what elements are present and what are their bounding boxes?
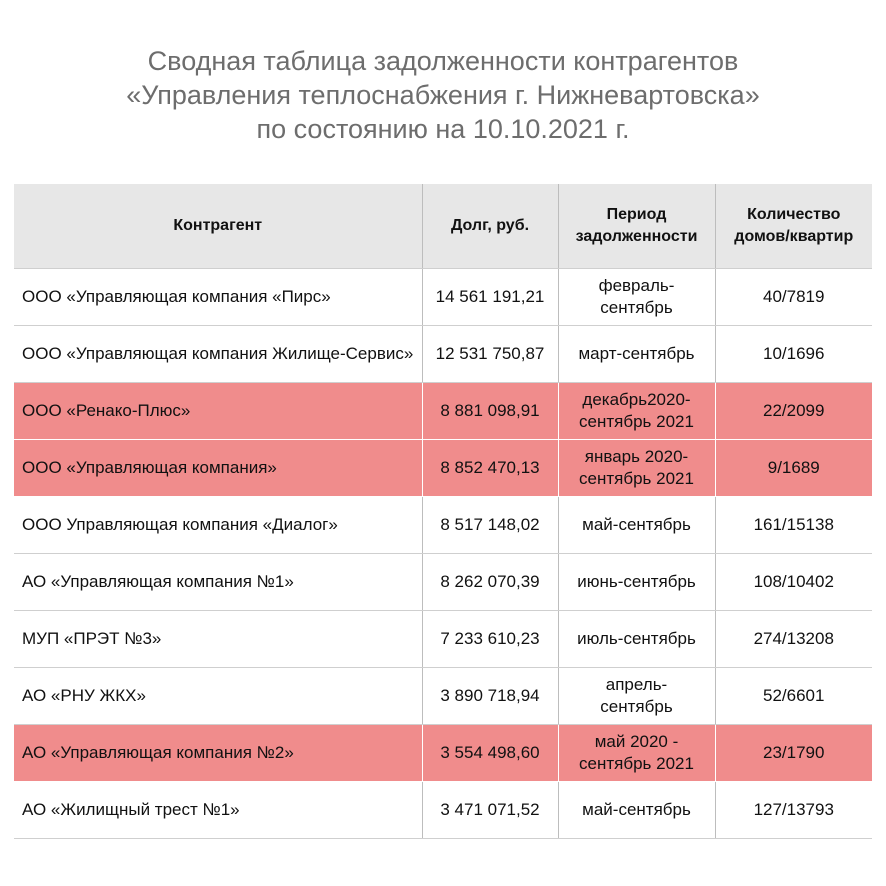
contractor-name: ООО «Управляющая компания» bbox=[14, 440, 422, 497]
contractor-name: ООО «Управляющая компания «Пирс» bbox=[14, 269, 422, 326]
header-debt: Долг, руб. bbox=[422, 184, 558, 269]
debt-period bbox=[558, 668, 715, 725]
debt-period bbox=[558, 269, 715, 326]
debt-amount: 3 554 498,60 bbox=[422, 725, 558, 782]
title-line-2: «Управления теплоснабжения г. Нижневартовска» bbox=[126, 80, 760, 110]
debt-period-line-1: январь 2020- bbox=[584, 447, 689, 466]
debt-period-line-1: апрель- bbox=[605, 675, 668, 694]
debt-period-line-1: февраль- bbox=[598, 276, 675, 295]
debt-period bbox=[558, 497, 715, 554]
houses-apartments-count: 108/10402 bbox=[715, 554, 872, 611]
header-period-line-1: Период bbox=[606, 206, 667, 223]
debt-period-line-1: май-сентябрь bbox=[582, 515, 691, 534]
debt-period-line-2: сентябрь bbox=[600, 298, 673, 317]
table-row bbox=[14, 554, 872, 611]
title-line-3: по состоянию на 10.10.2021 г. bbox=[256, 114, 630, 144]
table-row bbox=[14, 269, 872, 326]
debt-amount: 8 517 148,02 bbox=[422, 497, 558, 554]
houses-apartments-count: 10/1696 bbox=[715, 326, 872, 383]
contractor-name: ООО Управляющая компания «Диалог» bbox=[14, 497, 422, 554]
debt-period bbox=[558, 383, 715, 440]
table-header-row bbox=[14, 184, 872, 269]
debt-period-line-1: март-сентябрь bbox=[578, 344, 695, 363]
table-row-highlighted bbox=[14, 440, 872, 497]
debt-period-line-2: сентябрь 2021 bbox=[579, 412, 694, 431]
debt-amount: 12 531 750,87 bbox=[422, 326, 558, 383]
debt-period bbox=[558, 554, 715, 611]
houses-apartments-count: 40/7819 bbox=[715, 269, 872, 326]
debt-table bbox=[14, 184, 872, 839]
houses-apartments-count: 274/13208 bbox=[715, 611, 872, 668]
debt-amount: 3 471 071,52 bbox=[422, 782, 558, 839]
houses-apartments-count: 52/6601 bbox=[715, 668, 872, 725]
contractor-name: АО «Управляющая компания №2» bbox=[14, 725, 422, 782]
houses-apartments-count: 127/13793 bbox=[715, 782, 872, 839]
header-count-line-2: домов/квартир bbox=[734, 228, 854, 245]
debt-period bbox=[558, 440, 715, 497]
header-count bbox=[715, 184, 872, 269]
title-line-1: Сводная таблица задолженности контрагентов bbox=[147, 46, 739, 76]
debt-period-line-2: сентябрь bbox=[600, 697, 673, 716]
debt-period-line-2: сентябрь 2021 bbox=[579, 469, 694, 488]
houses-apartments-count: 161/15138 bbox=[715, 497, 872, 554]
debt-period-line-1: июль-сентябрь bbox=[577, 629, 696, 648]
table-row bbox=[14, 611, 872, 668]
table-row bbox=[14, 497, 872, 554]
page-title bbox=[0, 44, 886, 146]
contractor-name: МУП «ПРЭТ №3» bbox=[14, 611, 422, 668]
table-row-highlighted bbox=[14, 725, 872, 782]
debt-period-line-1: декабрь2020- bbox=[582, 390, 691, 409]
header-period bbox=[558, 184, 715, 269]
header-period-line-2: задолженности bbox=[575, 228, 698, 245]
debt-period bbox=[558, 725, 715, 782]
debt-period-line-1: май 2020 - bbox=[594, 732, 679, 751]
debt-period-line-1: июнь-сентябрь bbox=[577, 572, 696, 591]
debt-period bbox=[558, 326, 715, 383]
table-row bbox=[14, 326, 872, 383]
contractor-name: АО «Управляющая компания №1» bbox=[14, 554, 422, 611]
debt-period-line-2: сентябрь 2021 bbox=[579, 754, 694, 773]
debt-amount: 8 852 470,13 bbox=[422, 440, 558, 497]
debt-period-line-1: май-сентябрь bbox=[582, 800, 691, 819]
header-contractor: Контрагент bbox=[14, 184, 422, 269]
houses-apartments-count: 9/1689 bbox=[715, 440, 872, 497]
debt-period bbox=[558, 782, 715, 839]
contractor-name: АО «РНУ ЖКХ» bbox=[14, 668, 422, 725]
table-row bbox=[14, 782, 872, 839]
contractor-name: АО «Жилищный трест №1» bbox=[14, 782, 422, 839]
debt-amount: 8 262 070,39 bbox=[422, 554, 558, 611]
contractor-name: ООО «Ренако-Плюс» bbox=[14, 383, 422, 440]
table-row bbox=[14, 668, 872, 725]
houses-apartments-count: 23/1790 bbox=[715, 725, 872, 782]
houses-apartments-count: 22/2099 bbox=[715, 383, 872, 440]
table-row-highlighted bbox=[14, 383, 872, 440]
debt-amount: 3 890 718,94 bbox=[422, 668, 558, 725]
debt-amount: 7 233 610,23 bbox=[422, 611, 558, 668]
header-count-line-1: Количество bbox=[747, 206, 841, 223]
debt-period bbox=[558, 611, 715, 668]
debt-amount: 14 561 191,21 bbox=[422, 269, 558, 326]
debt-amount: 8 881 098,91 bbox=[422, 383, 558, 440]
contractor-name: ООО «Управляющая компания Жилище-Сервис» bbox=[14, 326, 422, 383]
